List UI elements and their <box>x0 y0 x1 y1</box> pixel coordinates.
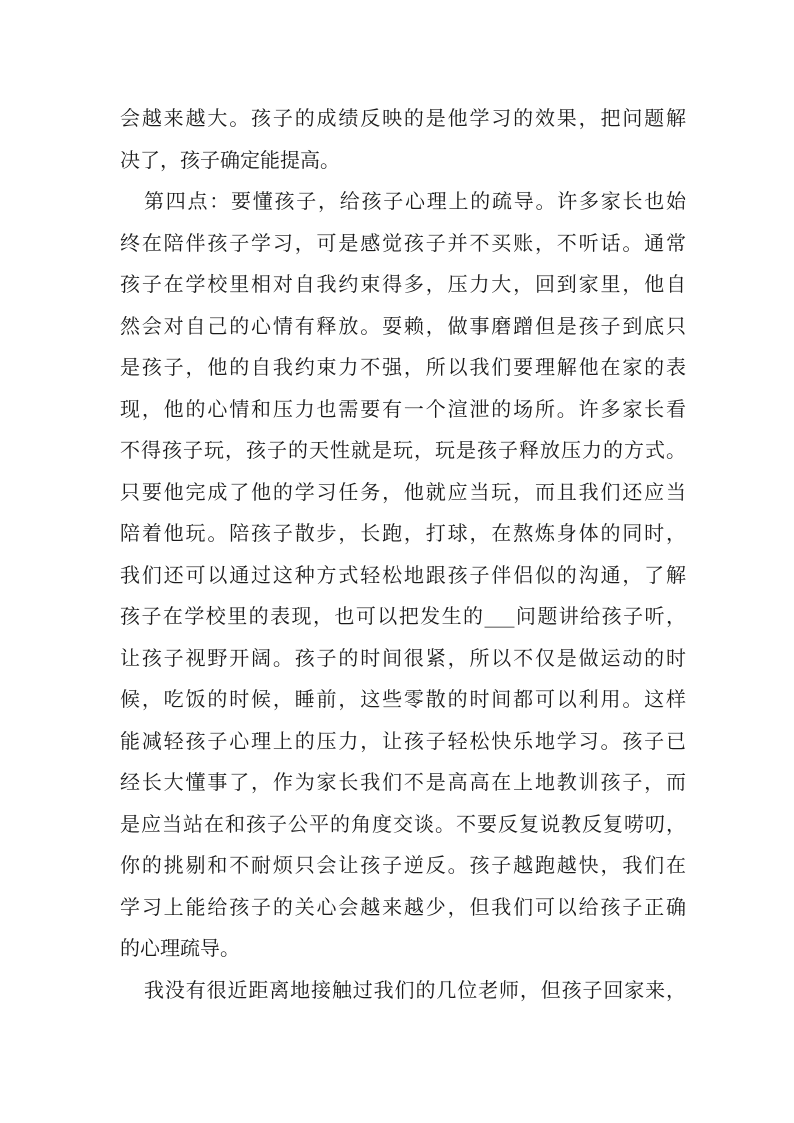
text-line: 不得孩子玩，孩子的天性就是玩，玩是孩子释放压力的方式。 <box>120 438 686 462</box>
paragraph-start-line: 我没有很近距离地接触过我们的几位老师，但孩子回家来， <box>144 977 686 1002</box>
text-line: 候，吃饭的时候，睡前，这些零散的时间都可以利用。这样 <box>120 687 686 711</box>
text-line: 我们还可以通过这种方式轻松地跟孩子伴侣似的沟通，了解 <box>120 562 686 587</box>
text-line: 孩子在学校里相对自我约束得多，压力大，回到家里，他自 <box>120 272 686 296</box>
text-line: 学习上能给孩子的关心会越来越少，但我们可以给孩子正确 <box>120 894 686 919</box>
text-line: 是孩子，他的自我约束力不强，所以我们要理解他在家的表 <box>120 355 686 379</box>
text-line: 是应当站在和孩子公平的角度交谈。不要反复说教反复唠叨， <box>120 811 686 836</box>
text-line: 陪着他玩。陪孩子散步，长跑，打球，在熬炼身体的同时， <box>120 521 686 545</box>
text-line: 的心理疏导。 <box>120 936 240 960</box>
text-line: 只要他完成了他的学习任务，他就应当玩，而且我们还应当 <box>120 479 686 504</box>
text-line: 现，他的心情和压力也需要有一个渲泄的场所。许多家长看 <box>120 396 686 421</box>
text-line: 会越来越大。孩子的成绩反映的是他学习的效果，把问题解 <box>120 106 686 130</box>
body-text <box>120 98 686 1011</box>
text-line: 让孩子视野开阔。孩子的时间很紧，所以不仅是做运动的时 <box>120 645 686 670</box>
text-line: 经长大懂事了，作为家长我们不是高高在上地教训孩子，而 <box>120 770 686 794</box>
text-line: 终在陪伴孩子学习，可是感觉孩子并不买账，不听话。通常 <box>120 230 686 255</box>
text-line: 决了，孩子确定能提高。 <box>120 147 340 172</box>
text-line: 你的挑剔和不耐烦只会让孩子逆反。孩子越跑越快，我们在 <box>120 853 686 877</box>
text-line: 然会对自己的心情有释放。耍赖，做事磨蹭但是孩子到底只 <box>120 313 686 338</box>
text-line: 能减轻孩子心理上的压力，让孩子轻松快乐地学习。孩子已 <box>120 728 686 753</box>
text-line: 孩子在学校里的表现，也可以把发生的___问题讲给孩子听， <box>120 604 686 628</box>
paragraph-start-line: 第四点：要懂孩子，给孩子心理上的疏导。许多家长也始 <box>144 189 686 213</box>
